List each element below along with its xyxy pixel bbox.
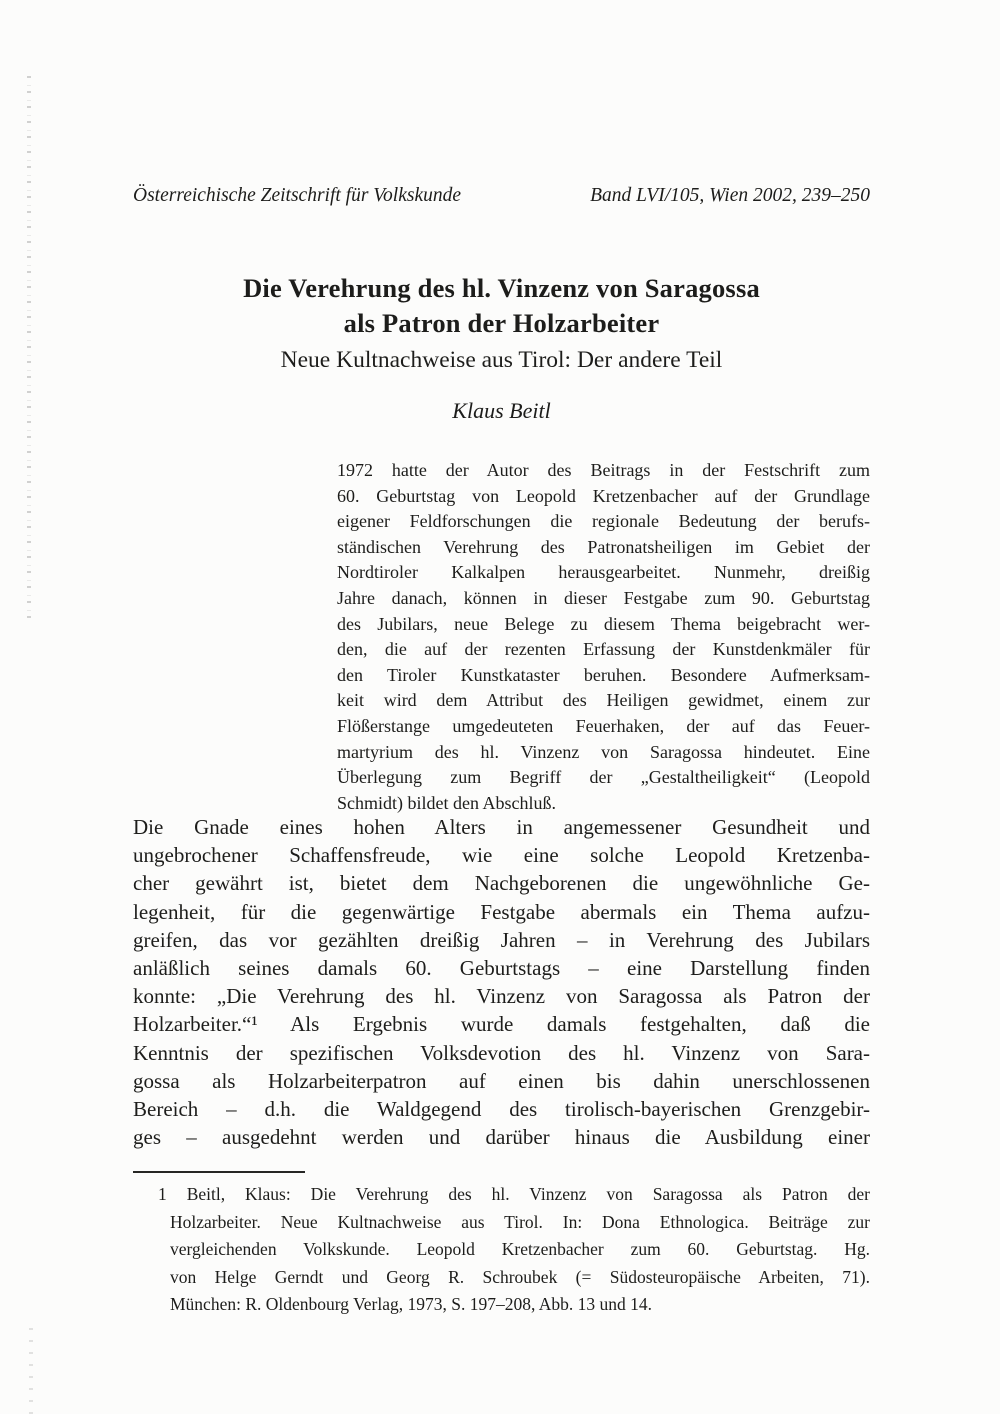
title-block <box>133 271 870 375</box>
text-line: cher gewährt ist, bietet dem Nachgeborenen die ungewöhnliche Ge- <box>133 871 870 896</box>
text-line: Jahre danach, können in dieser Festgabe zum 90. Geburtstag <box>337 587 870 608</box>
scan-artifact-left-top <box>27 76 31 621</box>
text-line: Holzarbeiter. Neue Kultnachweise aus Tirol. In: Dona Ethnologica. Beiträge zur <box>170 1211 870 1232</box>
text-line: anläßlich seines damals 60. Geburtstags – eine Darstellung finden <box>133 956 870 981</box>
text-line: München: R. Oldenbourg Verlag, 1973, S. 197–208, Abb. 13 und 14. <box>170 1294 653 1315</box>
journal-name: Österreichische Zeitschrift für Volkskunde <box>133 185 462 206</box>
text-line: martyrium des hl. Vinzenz von Saragossa hindeutet. Eine <box>337 741 870 762</box>
text-line: gossa als Holzarbeiterpatron auf einen bis dahin unerschlossenen <box>133 1068 870 1093</box>
text-line: Schmidt) bildet den Abschluß. <box>337 792 556 813</box>
abstract <box>337 458 870 816</box>
text-line: 1 Beitl, Klaus: Die Verehrung des hl. Vinzenz von Saragossa als Patron der <box>158 1184 870 1204</box>
scan-artifact-left-bottom <box>29 1328 33 1414</box>
footnote-1 <box>133 1181 870 1319</box>
text-line: keit wird dem Attribut des Heiligen gewidmet, einem zur <box>337 690 870 711</box>
text-line: Flößerstange umgedeuteten Feuerhaken, der auf das Feuer- <box>337 715 870 736</box>
text-line: konnte: „Die Verehrung des hl. Vinzenz von Saragossa als Patron der <box>133 984 870 1009</box>
body-paragraph <box>133 813 870 1151</box>
article-title <box>133 271 870 341</box>
text-line: 60. Geburtstag von Leopold Kretzenbacher auf der Grundlage <box>337 485 870 506</box>
text-line: den, die auf der rezenten Erfassung der Kunstdenkmäler für <box>337 639 870 660</box>
text-line: den Tiroler Kunstkataster beruhen. Besondere Aufmerksam- <box>337 664 870 685</box>
text-line: legenheit, für die gegenwärtige Festgabe abermals ein Thema aufzu- <box>133 899 870 924</box>
issue-info: Band LVI/105, Wien 2002, 239–250 <box>590 185 870 206</box>
text-line: ständischen Verehrung des Patronatsheiligen im Gebiet der <box>337 536 870 557</box>
text-line: eigener Feldforschungen die regionale Bedeutung der berufs- <box>337 511 870 532</box>
text-line: Bereich – d.h. die Waldgegend des tirolisch-bayerischen Grenzgebir- <box>133 1097 870 1122</box>
text-line: Überlegung zum Begriff der „Gestaltheiligkeit“ (Leopold <box>337 767 870 788</box>
article-subtitle: Neue Kultnachweise aus Tirol: Der andere Teil <box>280 347 723 373</box>
text-line: Nordtiroler Kalkalpen herausgearbeitet. Nunmehr, dreißig <box>337 562 870 583</box>
footnote-separator <box>133 1171 305 1173</box>
text-line: greifen, das vor gezählten dreißig Jahren – in Verehrung des Jubilars <box>133 927 870 952</box>
text-line: Die Gnade eines hohen Alters in angemessener Gesundheit und <box>133 815 870 839</box>
author-name: Klaus Beitl <box>452 398 551 423</box>
text-line: von Helge Gerndt und Georg R. Schroubek (= Südosteuropäische Arbeiten, 71). <box>170 1266 870 1287</box>
running-head <box>133 183 870 209</box>
text-line: 1972 hatte der Autor des Beitrags in der Festschrift zum <box>337 460 870 480</box>
text-line: ges – ausgedehnt werden und darüber hinaus die Ausbildung einer <box>133 1125 870 1150</box>
text-line: vergleichenden Volkskunde. Leopold Kretzenbacher zum 60. Geburtstag. Hg. <box>170 1239 870 1260</box>
text-line: des Jubilars, neue Belege zu diesem Thema beigebracht wer- <box>337 613 870 634</box>
text-line: Holzarbeiter.“¹ Als Ergebnis wurde damals festgehalten, daß die <box>133 1012 870 1037</box>
text-line: ungebrochener Schaffensfreude, wie eine solche Leopold Kretzenba- <box>133 843 870 868</box>
article-title-line-2: als Patron der Holzarbeiter <box>343 308 660 338</box>
text-line: Kenntnis der spezifischen Volksdevotion des hl. Vinzenz von Sara- <box>133 1040 870 1065</box>
article-title-line-1: Die Verehrung des hl. Vinzenz von Saragossa <box>243 273 760 303</box>
